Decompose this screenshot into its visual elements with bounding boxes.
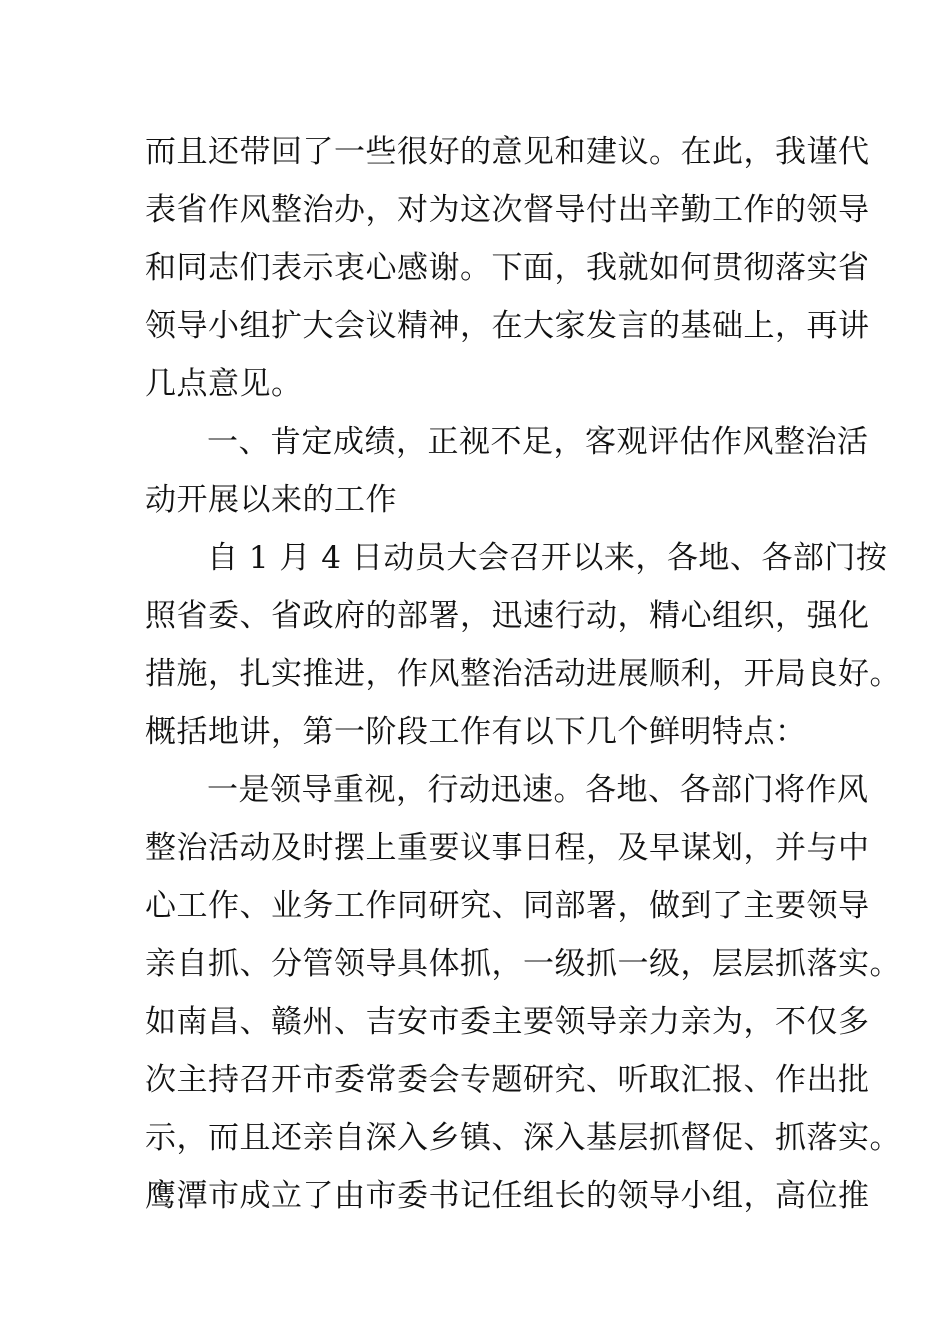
text-line: 而且还带回了一些很好的意见和建议。在此，我谨代 xyxy=(145,134,870,170)
text-line: 一是领导重视，行动迅速。各地、各部门将作风 xyxy=(207,772,869,808)
section-heading-line: 一、肯定成绩，正视不足，客观评估作风整治活 xyxy=(207,424,869,460)
text-line: 领导小组扩大会议精神，在大家发言的基础上，再讲 xyxy=(145,308,870,344)
text-line: 次主持召开市委常委会专题研究、听取汇报、作出批 xyxy=(145,1062,870,1098)
text-line: 如南昌、赣州、吉安市委主要领导亲力亲为，不仅多 xyxy=(145,1004,870,1040)
text-line: 表省作风整治办，对为这次督导付出辛勤工作的领导 xyxy=(145,192,870,228)
section-heading-line: 动开展以来的工作 xyxy=(145,482,397,518)
text-line: 鹰潭市成立了由市委书记任组长的领导小组，高位推 xyxy=(145,1178,870,1214)
text-line: 示，而且还亲自深入乡镇、深入基层抓督促、抓落实。 xyxy=(145,1120,901,1156)
text-line: 自 1 月 4 日动员大会召开以来，各地、各部门按 xyxy=(207,540,888,576)
text-line: 照省委、省政府的部署，迅速行动，精心组织，强化 xyxy=(145,598,870,634)
text-line: 几点意见。 xyxy=(145,366,303,402)
text-line: 整治活动及时摆上重要议事日程，及早谋划，并与中 xyxy=(145,830,870,866)
text-line: 亲自抓、分管领导具体抓，一级抓一级，层层抓落实。 xyxy=(145,946,901,982)
text-line: 和同志们表示衷心感谢。下面，我就如何贯彻落实省 xyxy=(145,250,870,286)
text-line: 心工作、业务工作同研究、同部署，做到了主要领导 xyxy=(145,888,870,924)
text-line: 概括地讲，第一阶段工作有以下几个鲜明特点： xyxy=(145,714,807,750)
text-line: 措施，扎实推进，作风整治活动进展顺利，开局良好。 xyxy=(145,656,901,692)
